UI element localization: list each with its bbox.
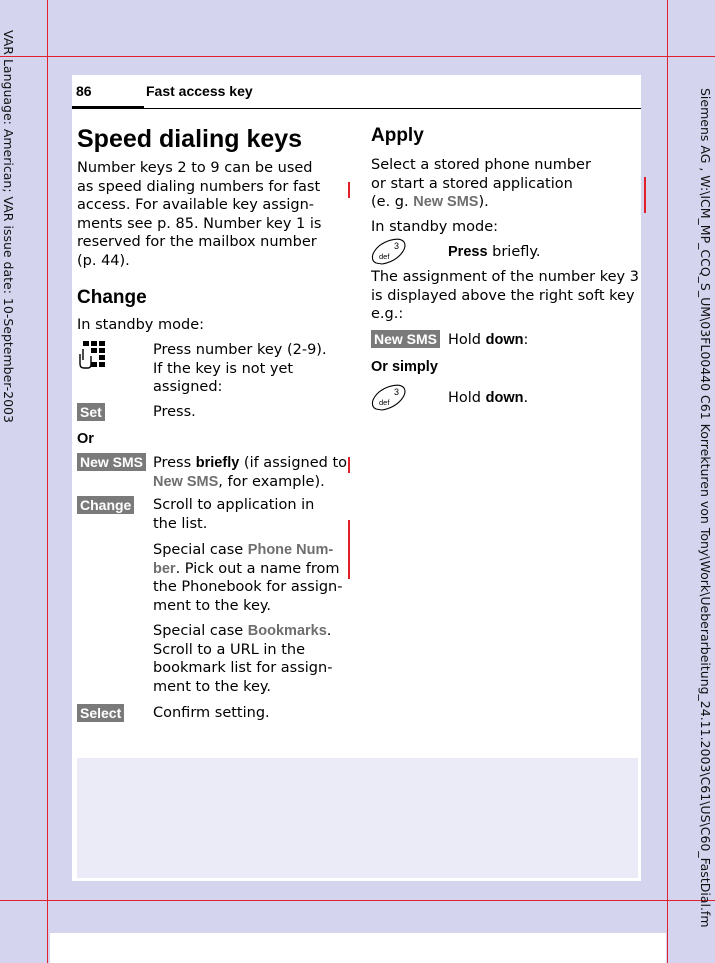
select-softkey[interactable]: Select bbox=[77, 704, 124, 722]
apply-heading: Apply bbox=[371, 125, 424, 146]
text-line: ment to the key. bbox=[153, 597, 272, 614]
standby-text: In standby mode: bbox=[77, 317, 204, 333]
text-run: down bbox=[485, 332, 524, 348]
hold-down-text bbox=[448, 331, 528, 350]
assignment-text bbox=[371, 268, 641, 324]
text-line: If the key is not yet bbox=[153, 360, 294, 377]
text-run: Press bbox=[448, 244, 488, 260]
change-bar bbox=[348, 457, 350, 473]
text-line: the Phonebook for assign- bbox=[153, 579, 343, 595]
key-letters: def bbox=[379, 252, 390, 261]
special-case-bookmarks bbox=[153, 622, 348, 696]
key-3-icon bbox=[370, 383, 408, 413]
scroll-app-text bbox=[153, 496, 348, 533]
text-run: Hold bbox=[448, 390, 486, 406]
text-line: Press number key (2-9). bbox=[153, 342, 327, 358]
apply-intro bbox=[371, 156, 641, 212]
text-line: assigned: bbox=[153, 379, 223, 395]
text-run: down bbox=[485, 390, 524, 406]
change-bar bbox=[644, 177, 646, 213]
bottom-panel bbox=[50, 933, 666, 963]
set-press-text: Press. bbox=[153, 404, 196, 420]
or-label: Or bbox=[77, 431, 94, 447]
text-line: is displayed above the right soft key bbox=[371, 287, 635, 304]
crop-line-top bbox=[0, 56, 715, 57]
text-line: Scroll to application in bbox=[153, 497, 315, 513]
text-line: Select a stored phone number bbox=[371, 157, 591, 173]
page-header-title: Fast access key bbox=[146, 83, 253, 99]
text-line: e.g.: bbox=[371, 306, 404, 322]
intro-paragraph bbox=[77, 159, 347, 270]
text-run: ber bbox=[153, 560, 176, 577]
text-run: Hold bbox=[448, 332, 486, 348]
text-run: New SMS bbox=[153, 473, 219, 490]
press-number-text bbox=[153, 341, 343, 397]
change-softkey[interactable]: Change bbox=[77, 496, 134, 514]
file-path-note: Siemens AG , W:\ICM_MP_CCQ_S_UM\03FL00440 C61 Korrekturen von Tony\Work\Ueberarbeitung_24.11.2003\C61\US\C60_FastDial.fm bbox=[698, 88, 713, 928]
text-run: Press bbox=[153, 455, 196, 471]
footer-box bbox=[77, 758, 638, 878]
header-rule bbox=[144, 108, 641, 109]
text-line: The assignment of the number key 3 bbox=[371, 269, 639, 285]
text-line: ments see p. 85. Number key 1 is bbox=[77, 215, 322, 232]
text-run: . bbox=[326, 623, 332, 639]
or-simply-label: Or simply bbox=[371, 359, 438, 375]
text-run: (e. g. bbox=[371, 194, 414, 210]
section-heading: Speed dialing keys bbox=[77, 125, 303, 153]
text-run: New SMS bbox=[413, 194, 479, 210]
text-line: access. For available key assign- bbox=[77, 197, 315, 213]
change-bar bbox=[348, 520, 350, 579]
new-sms-softkey-right[interactable]: New SMS bbox=[371, 330, 440, 348]
text-run: briefly. bbox=[487, 244, 541, 260]
text-run: . Pick out a name from bbox=[175, 560, 340, 577]
var-language-note: VAR Language: American; VAR issue date: 10-September-2003 bbox=[1, 30, 16, 423]
special-case-phone bbox=[153, 541, 348, 615]
text-line: Scroll to a URL in the bbox=[153, 641, 306, 658]
text-line: the list. bbox=[153, 515, 208, 532]
key-3-icon bbox=[370, 237, 408, 267]
key-letters: def bbox=[379, 398, 390, 407]
hold-down-text-2 bbox=[448, 389, 528, 408]
text-line: ment to the key. bbox=[153, 678, 272, 695]
left-column bbox=[77, 124, 347, 270]
set-softkey[interactable]: Set bbox=[77, 403, 105, 421]
crop-line-right bbox=[667, 0, 668, 963]
text-line: reserved for the mailbox number bbox=[77, 234, 317, 250]
key-digit: 3 bbox=[394, 241, 400, 251]
new-sms-softkey[interactable]: New SMS bbox=[77, 453, 146, 471]
text-line: bookmark list for assign- bbox=[153, 660, 333, 676]
press-briefly-right bbox=[448, 243, 541, 262]
page-number: 86 bbox=[76, 83, 92, 99]
standby-text-right: In standby mode: bbox=[371, 219, 498, 235]
text-run: (if assigned to bbox=[239, 455, 348, 471]
change-bar bbox=[348, 182, 350, 198]
text-run: : bbox=[523, 332, 529, 348]
text-run: briefly bbox=[195, 455, 240, 471]
text-run: . bbox=[523, 390, 529, 406]
text-run: Phone Num- bbox=[247, 542, 334, 558]
text-line: (p. 44). bbox=[77, 252, 130, 269]
press-briefly-text bbox=[153, 454, 348, 491]
text-run: Special case bbox=[153, 542, 248, 558]
header-rule-thick bbox=[72, 106, 144, 109]
change-heading: Change bbox=[77, 287, 147, 308]
text-run: , for example). bbox=[218, 473, 325, 490]
crop-line-left bbox=[47, 0, 48, 963]
confirm-text: Confirm setting. bbox=[153, 705, 270, 721]
text-line: or start a stored application bbox=[371, 175, 573, 192]
number-keypad-icon bbox=[77, 340, 109, 370]
text-run: Special case bbox=[153, 623, 248, 639]
text-run: ). bbox=[478, 194, 489, 210]
key-digit: 3 bbox=[394, 387, 400, 397]
text-line: Number keys 2 to 9 can be used bbox=[77, 160, 313, 176]
text-line: as speed dialing numbers for fast bbox=[77, 178, 321, 195]
text-run: Bookmarks bbox=[247, 623, 327, 639]
crop-line-bottom bbox=[0, 900, 715, 901]
